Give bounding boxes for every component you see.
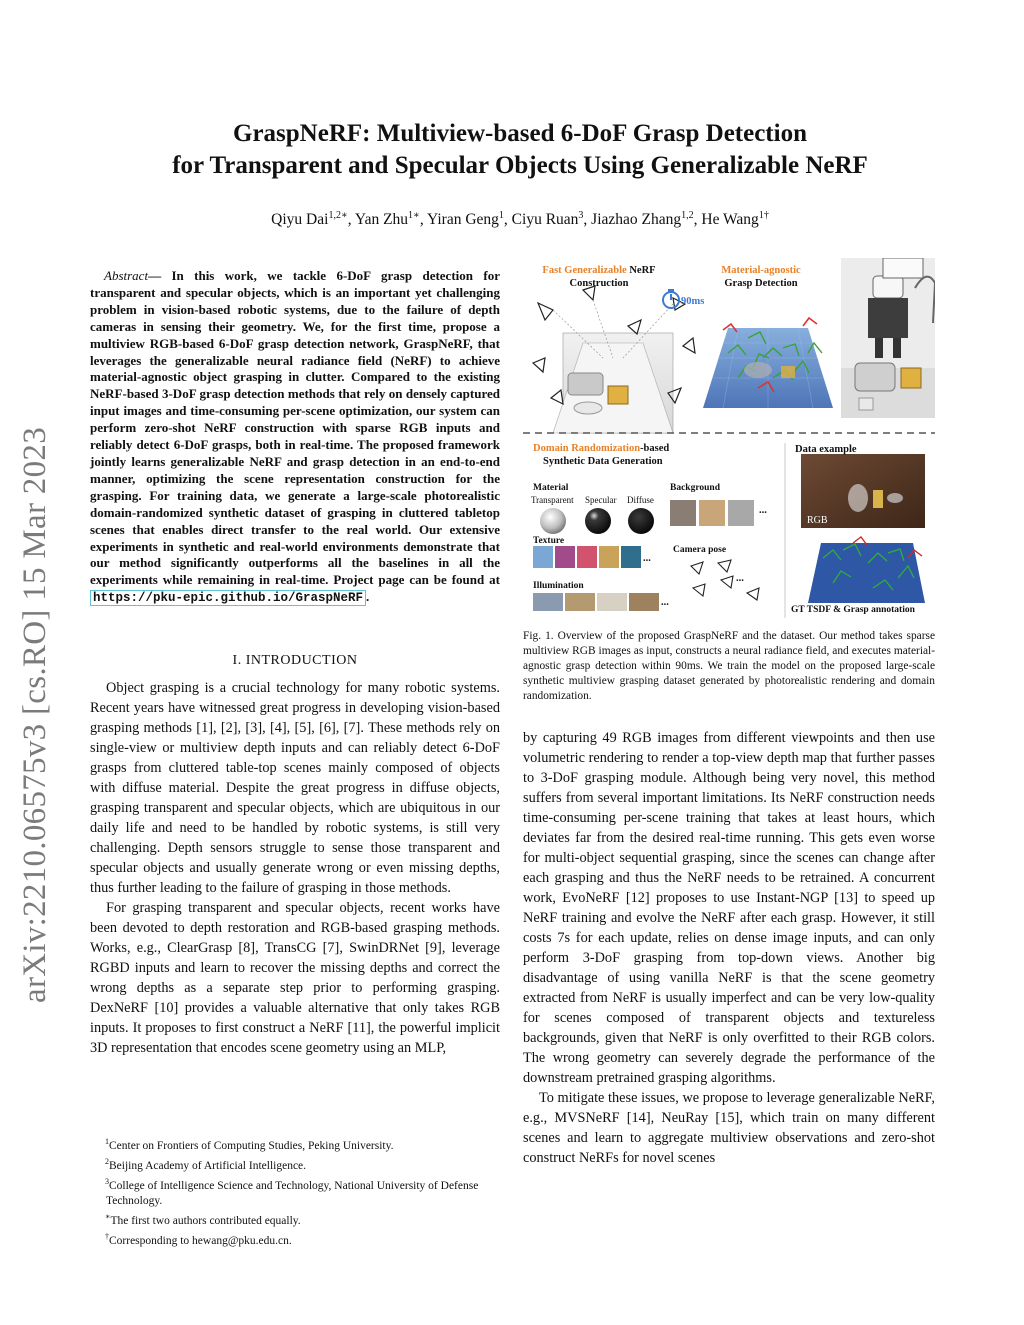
illumination-swatch (597, 593, 627, 611)
author: Ciyu Ruan$^3$ (511, 210, 584, 229)
label-diffuse: Diffuse (627, 495, 654, 505)
abstract: Abstract— In this work, we tackle 6-DoF grasp detection for transparent and specular objects, which is an important yet challenging problem in vision-based robotic systems, due to the failure of depth cameras in sensing their geometry. We, for the first time, propose a multiview RGB-based 6-DoF grasp detection network, GraspNeRF, that leverages the generalizable neural radiance field (NeRF) to achieve material-agnostic object grasping in clutter. Compared to the existing NeRF-based 3-DoF grasp detection methods that rely on densely captured input images and time-consuming per-scene optimization, our system can perform zero-shot NeRF construction with sparse RGB inputs and reliably detect 6-DoF grasps, both in real-time. The proposed framework jointly learns generalizable NeRF and grasp detection in an end-to-end manner, optimizing the scene representation construction for the grasping. For training data, we generate a large-scale photorealistic domain-randomized synthetic dataset of grasping in cluttered tabletop scenes that enables direct transfer to the real world. Our extensive experiments in synthetic and real-world environments demonstrate that our method significantly outperforms all the baselines in all the experiments while remaining in real-time. Project page can be found at https://pku-epic.github.io/GraspNeRF . (90, 268, 500, 606)
author: Jiazhao Zhang$^{1,2}$ (591, 210, 694, 229)
illumination-swatch (533, 593, 563, 611)
figure-1-graphic (523, 258, 935, 623)
footnote: †Corresponding to hewang@pku.edu.cn. (105, 1232, 292, 1248)
diffuse-sphere (628, 508, 654, 534)
right-paragraph-1: by capturing 49 RGB images from different viewpoints and then use volumetric rendering to render a top-view depth map that further passes to 3-DoF grasping module. Although being very novel, this method suffers from several important limitations. Its NeRF construction needs time-consuming per-scene training that takes at least hours, which deviates far from the desired real-time running. This gets even worse for multi-object sequential grasping, since the scenes can change after each grasping and thus the NeRF needs to be retrained. A concurrent work, EvoNeRF [12] proposes to use Instant-NGP [13] to speed up NeRF training and evolve the NeRF after each grasp. However, it still costs 7s for each update, relies on dense image inputs, and can only perform 3-DoF grasping from top-down views. Another big disadvantage of using vanilla NeRF is that the scene geometry extracted from NeRF is usually imperfect and can be very low-quality for scenes composed of transparent objects and textureless backgrounds, given that NeRF is only overfitted to their RGB colors. The wrong geometry can severely degrade the performance of the downstream pretrained grasping algorithms. (523, 730, 935, 1086)
figure-caption: Fig. 1. Overview of the proposed GraspNeRF and the dataset. Our method takes sparse multiview RGB images as input, constructs a neural radiance field, and executes material-agnostic grasp detection within 90ms. We train the model on the proposed large-scale synthetic multiview grasping dataset generated by photorealistic rendering and domain randomization. (523, 630, 935, 702)
arxiv-identifier: arXiv:2210.06575v3 [cs.RO] 15 Mar 2023 (17, 427, 53, 1003)
paper-title (80, 118, 960, 182)
robot-arm-scene (841, 258, 935, 418)
label-background: Background (670, 483, 720, 493)
label-texture: Texture (533, 536, 565, 546)
label-timer: 90ms (681, 296, 705, 307)
texture-swatch (621, 546, 641, 568)
label-material: Material (533, 483, 569, 493)
label-gt-annotation: GT TSDF & Grasp annotation (791, 605, 915, 615)
intro-paragraph-1: Object grasping is a crucial technology for many robotic systems. Recent years have witnessed great progress in developing vision-based grasping methods [1], [2], [3], [4], [5], [6], [7]. These methods rely on single-view or multiview depth inputs and can reliably detect 6-DoF grasps from cluttered table-top scenes mainly composed of objects with diffuse material. Despite the great progress in diffuse objects, grasping transparent and specular objects, which are ubiquitous in our daily life and need to be handled by robotic systems, is still very challenging. Depth sensors struggle to sense those transparent and specular objects and usually generate wrong or even missing depths, thus further leading to the failure of grasping in those methods. (90, 680, 500, 896)
illumination-ellipsis: ... (661, 597, 669, 608)
label-illumination: Illumination (533, 581, 584, 591)
footnote: $^3$College of Intelligence Science and Technology, National University of Defense Technology. (105, 1177, 479, 1208)
label-transparent: Transparent (531, 495, 574, 505)
author: Qiyu Dai$^{1,2∗}$ (271, 210, 348, 229)
abstract-text: — In this work, we tackle 6-DoF grasp detection for transparent and specular objects, which is an important yet challenging problem in vision-based robotic systems, due to the failure of depth cameras in sensing their geometry. We, for the first time, propose a multiview RGB-based 6-DoF grasp detection network, GraspNeRF, that leverages the generalizable neural radiance field (NeRF) to achieve material-agnostic object grasping in clutter. Compared to the existing NeRF-based 3-DoF grasp detection methods that rely on densely captured input images and time-consuming per-scene optimization, our system can perform zero-shot NeRF construction with sparse RGB inputs and reliably detect 6-DoF grasps, both in real-time. The proposed framework jointly learns generalizable NeRF and grasp detection in an end-to-end manner, optimizing the scene representation construction for the grasping. For training data, we generate a large-scale photorealistic domain-randomized synthetic dataset of grasping in cluttered tabletop scenes that enables direct transfer to the real world. Our extensive experiments in synthetic and real-world environments demonstrate that our method significantly outperforms all the baselines in all the experiments while remaining in real-time. Project page can be found at (90, 268, 500, 588)
footnote: $^2$Beijing Academy of Artificial Intelligence. (105, 1157, 307, 1172)
label-rgb: RGB (807, 515, 828, 526)
right-paragraph-2: To mitigate these issues, we propose to leverage generalizable NeRF, e.g., MVSNeRF [14], NeuRay [15], which train on many different scenes and learn to aggregate multiview observations and zero-shot construct NeRFs for novel scenes (523, 1090, 935, 1166)
section-heading-introduction: I. INTRODUCTION (232, 653, 358, 668)
specular-sphere (585, 508, 611, 534)
project-page-link[interactable]: https://pku-epic.github.io/GraspNeRF (90, 590, 366, 606)
label-data-example: Data example (795, 444, 857, 455)
texture-ellipsis: ... (643, 553, 651, 564)
author: Yan Zhu$^{1∗}$ (354, 210, 420, 229)
author: He Wang$^{1\dagger}$ (701, 210, 769, 229)
gt-annotation-image (808, 537, 925, 603)
texture-swatch (599, 546, 619, 568)
title-line-2: for Transparent and Specular Objects Using Generalizable NeRF (172, 152, 868, 179)
figure-1 (523, 258, 935, 623)
camera-pose-icons (691, 560, 759, 600)
title-line-1: GraspNeRF: Multiview-based 6-DoF Grasp Detection (233, 120, 807, 147)
label-data-generation: Domain Randomization-based Synthetic Data Generation (533, 443, 670, 467)
intro-paragraph-2: For grasping transparent and specular objects, recent works have been devoted to depth restoration and RGB-based grasping methods. Works, e.g., ClearGrasp [8], TransCG [7], SwinDRNet [9], leverage RGBD inputs and learn to recover the missing depths and correct the wrong depths as a separate step prior to performing grasping. DexNeRF [10] provides a valuable alternative that only takes RGB inputs. It proposes to first construct a NeRF [11], the powerful implicit 3D representation that encodes scene geometry using an MLP, (90, 900, 500, 1056)
footnote: $^1$Center on Frontiers of Computing Studies, Peking University. (105, 1137, 394, 1152)
author-list: Qiyu Dai$^{1,2∗}$, Yan Zhu$^{1∗}$, Yiran Geng$^1$, Ciyu Ruan$^3$, Jiazhao Zhang$^{1,2}$, He Wang$^{1\dagger}$ (271, 210, 769, 229)
label-nerf-construction: Fast Generalizable NeRF Construction (542, 265, 656, 289)
footnotes (90, 1134, 500, 1249)
texture-swatch (555, 546, 575, 568)
background-swatch (728, 500, 754, 526)
illumination-swatch (629, 593, 659, 611)
grasp-detection-scene (703, 318, 833, 408)
background-ellipsis: ... (759, 505, 767, 516)
texture-swatch (577, 546, 597, 568)
label-grasp-detection: Material-agnostic Grasp Detection (721, 265, 801, 289)
footnote: ∗The first two authors contributed equally. (105, 1212, 301, 1228)
abstract-label: Abstract (104, 268, 149, 283)
texture-swatch (533, 546, 553, 568)
right-column-body (523, 728, 935, 1168)
label-specular: Specular (585, 495, 617, 505)
illumination-swatch (565, 593, 595, 611)
camera-ellipsis: ... (736, 573, 744, 584)
background-swatch (699, 500, 725, 526)
transparent-sphere (540, 508, 566, 534)
introduction-body (90, 678, 500, 1058)
timer-icon (663, 289, 679, 308)
author: Yiran Geng$^1$ (427, 210, 504, 229)
background-swatch (670, 500, 696, 526)
label-camera-pose: Camera pose (673, 545, 727, 555)
